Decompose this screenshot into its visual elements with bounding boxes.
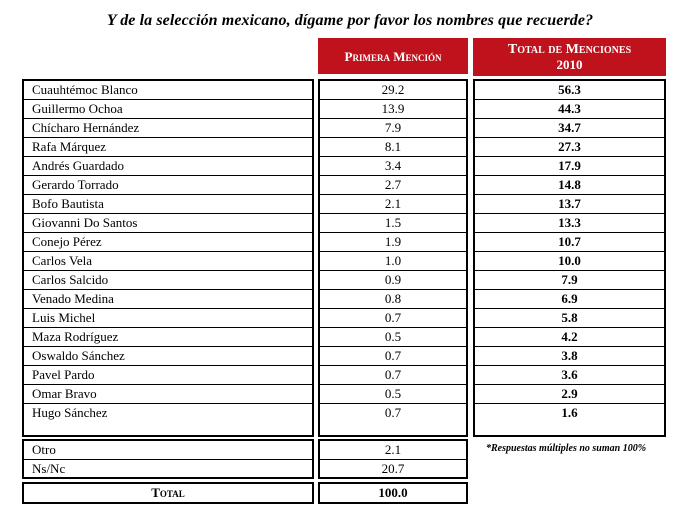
primera-value: 2.7 <box>320 176 466 195</box>
total-value: 7.9 <box>475 271 664 290</box>
extra-primera-table <box>320 441 466 479</box>
total-value: 1.6 <box>561 405 578 421</box>
header-total-year: 2010 <box>556 57 583 72</box>
total-value: 5.8 <box>475 309 664 328</box>
total-value: 13.3 <box>475 214 664 233</box>
table-row <box>320 233 466 252</box>
total-value: 2.9 <box>475 385 664 404</box>
total-value: 44.3 <box>475 100 664 119</box>
table-row <box>475 366 664 385</box>
player-name: Gerardo Torrado <box>24 176 312 195</box>
primera-value: 0.7 <box>384 405 402 421</box>
primera-value: 8.1 <box>320 138 466 157</box>
table-row <box>320 441 466 460</box>
table-row <box>24 214 312 233</box>
total-value: 6.9 <box>475 290 664 309</box>
table-row <box>320 385 466 404</box>
table-row <box>320 252 466 271</box>
total-value: 3.8 <box>475 347 664 366</box>
table-row <box>320 366 466 385</box>
table-row <box>24 366 312 385</box>
table-row <box>475 138 664 157</box>
total-value: 13.7 <box>475 195 664 214</box>
table-row <box>320 119 466 138</box>
primera-value: 2.1 <box>320 195 466 214</box>
table-row <box>475 81 664 100</box>
table-row <box>475 214 664 233</box>
player-name: Luis Michel <box>24 309 312 328</box>
primera-value: 13.9 <box>320 100 466 119</box>
total-value: 3.6 <box>475 366 664 385</box>
extra-primera-value: 20.7 <box>381 461 405 477</box>
header-total-menciones <box>473 38 666 76</box>
player-name: Pavel Pardo <box>24 366 312 385</box>
primera-value: 29.2 <box>320 81 466 100</box>
table-row <box>475 271 664 290</box>
player-name: Venado Medina <box>24 290 312 309</box>
table-row <box>24 404 312 423</box>
extra-primera-box <box>318 439 468 479</box>
table-row <box>475 176 664 195</box>
primera-value: 1.9 <box>320 233 466 252</box>
primera-column <box>318 79 468 437</box>
table-row <box>320 290 466 309</box>
player-name: Maza Rodríguez <box>24 328 312 347</box>
total-value: 27.3 <box>475 138 664 157</box>
table-row <box>24 81 312 100</box>
primera-value: 1.0 <box>320 252 466 271</box>
total-value: 10.7 <box>475 233 664 252</box>
table-row <box>24 100 312 119</box>
table-row <box>475 290 664 309</box>
primera-table <box>320 81 466 423</box>
table-row <box>320 271 466 290</box>
table-row <box>475 157 664 176</box>
player-name: Oswaldo Sánchez <box>24 347 312 366</box>
table-row <box>475 347 664 366</box>
table-row <box>475 252 664 271</box>
player-name: Carlos Salcido <box>24 271 312 290</box>
player-name: Giovanni Do Santos <box>24 214 312 233</box>
player-name: Conejo Pérez <box>24 233 312 252</box>
primera-value: 0.8 <box>320 290 466 309</box>
table-row <box>320 100 466 119</box>
primera-value: 0.7 <box>320 366 466 385</box>
total-table <box>475 81 664 423</box>
player-name: Chícharo Hernández <box>24 119 312 138</box>
table-row <box>320 195 466 214</box>
primera-value: 0.7 <box>320 309 466 328</box>
table-row <box>24 328 312 347</box>
extra-name: Ns/Nc <box>32 461 66 477</box>
header-primera-mencion <box>318 38 468 74</box>
table-row <box>320 157 466 176</box>
player-name: Carlos Vela <box>24 252 312 271</box>
footnote: *Respuestas múltiples no suman 100% <box>486 443 647 454</box>
table-row <box>475 100 664 119</box>
table-row <box>24 157 312 176</box>
table-row <box>475 385 664 404</box>
names-column <box>22 79 314 437</box>
total-value: 10.0 <box>475 252 664 271</box>
primera-value: 0.9 <box>320 271 466 290</box>
table-row <box>475 119 664 138</box>
table-row <box>24 233 312 252</box>
total-value-box <box>318 482 468 504</box>
table-row <box>320 347 466 366</box>
player-name: Rafa Márquez <box>24 138 312 157</box>
player-name: Guillermo Ochoa <box>24 100 312 119</box>
header-primera-label: Primera Mención <box>344 48 442 64</box>
table-row <box>24 290 312 309</box>
total-value: 4.2 <box>475 328 664 347</box>
player-name: Omar Bravo <box>24 385 312 404</box>
table-row <box>24 119 312 138</box>
table-row <box>24 347 312 366</box>
table-row <box>24 309 312 328</box>
table-row <box>24 252 312 271</box>
player-name: Cuauhtémoc Blanco <box>24 81 312 100</box>
table-row <box>24 271 312 290</box>
extra-primera-value: 2.1 <box>320 441 466 460</box>
table-row <box>320 328 466 347</box>
table-row <box>320 81 466 100</box>
primera-value: 0.5 <box>320 328 466 347</box>
header-total-label: Total de Menciones <box>507 42 632 57</box>
table-row <box>475 309 664 328</box>
table-row <box>320 309 466 328</box>
extra-names-table <box>24 441 312 479</box>
total-value: 56.3 <box>475 81 664 100</box>
total-column <box>473 79 666 437</box>
table-row <box>475 404 664 423</box>
names-table <box>24 81 312 423</box>
primera-value: 0.5 <box>320 385 466 404</box>
table-row <box>320 460 466 479</box>
table-row <box>475 328 664 347</box>
primera-value: 3.4 <box>320 157 466 176</box>
total-value: 34.7 <box>475 119 664 138</box>
player-name: Bofo Bautista <box>24 195 312 214</box>
primera-value: 1.5 <box>320 214 466 233</box>
table-row <box>320 214 466 233</box>
primera-value: 0.7 <box>320 347 466 366</box>
page-title: Y de la selección mexicano, dígame por favor los nombres que recuerde? <box>106 12 594 29</box>
total-value: 17.9 <box>475 157 664 176</box>
table-row <box>24 441 312 460</box>
table-row <box>24 195 312 214</box>
total-value: 100.0 <box>378 485 408 500</box>
table-row <box>475 233 664 252</box>
total-label-box <box>22 482 314 504</box>
table-row <box>320 138 466 157</box>
table-row <box>24 460 312 479</box>
player-name: Andrés Guardado <box>24 157 312 176</box>
table-row <box>24 176 312 195</box>
extra-name: Otro <box>24 441 312 460</box>
player-name: Hugo Sánchez <box>32 405 108 421</box>
table-row <box>24 385 312 404</box>
table-row <box>475 195 664 214</box>
total-label: Total <box>151 485 185 500</box>
primera-value: 7.9 <box>320 119 466 138</box>
total-value: 14.8 <box>475 176 664 195</box>
table-row <box>24 138 312 157</box>
table-row <box>320 176 466 195</box>
table-row <box>320 404 466 423</box>
extra-names-box <box>22 439 314 479</box>
